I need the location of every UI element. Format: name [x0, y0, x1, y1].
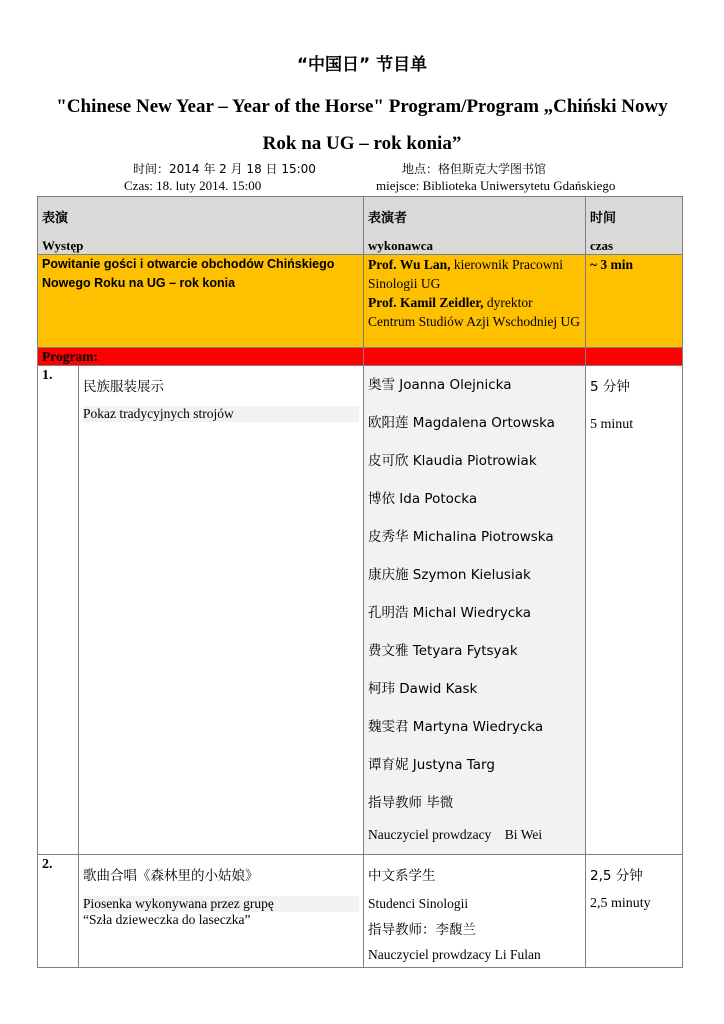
opening-title: Powitanie gości i otwarcie obchodów Chińskiego Nowego Roku na UG – rok konia: [38, 255, 364, 348]
item-title-cell: [79, 855, 364, 968]
event-time-cn: 时间：2014 年 2 月 18 日 15:00: [133, 162, 316, 176]
opening-row: [38, 255, 683, 348]
header-time: [586, 197, 683, 255]
item-time-cell: [586, 855, 683, 968]
header-time-cn: 时间: [590, 211, 617, 226]
teacher-pl: Nauczyciel prowdzacy Li Fulan: [368, 947, 541, 962]
performer: 谭育妮 Justyna Targ: [368, 757, 495, 773]
program-label-spacer: [364, 348, 586, 366]
item-title-pl-line2: “Szła dzieweczka do laseczka”: [83, 912, 251, 927]
item-number-cell: [38, 366, 79, 855]
performer-pl: Studenci Sinologii: [368, 896, 469, 911]
header-performer: [364, 197, 586, 255]
opening-person2-name: Prof. Kamil Zeidler,: [368, 295, 484, 310]
item-time-cell: [586, 366, 683, 855]
performer: 康庆施 Szymon Kielusiak: [368, 567, 531, 583]
opening-time: ~ 3 min: [586, 255, 683, 348]
teacher-cn: 指导教师：李馥兰: [368, 922, 476, 938]
item-title-pl: Pokaz tradycyjnych strojów: [83, 406, 359, 422]
performer: 孔明浩 Michal Wiedrycka: [368, 605, 531, 621]
table-row: [38, 366, 683, 855]
performer: 欧阳莲 Magdalena Ortowska: [368, 415, 555, 431]
item-number: 1.: [42, 368, 53, 383]
table-row: [38, 855, 683, 968]
item-time-pl: 5 minut: [590, 417, 634, 432]
item-time-cn: 5 分钟: [590, 379, 630, 395]
table-header-row: [38, 197, 683, 255]
performer: 博依 Ida Potocka: [368, 491, 478, 507]
item-time-cn: 2,5 分钟: [590, 868, 643, 884]
document-title-chinese: “中国日” 节目单: [296, 55, 428, 75]
performer: 魏雯君 Martyna Wiedrycka: [368, 719, 544, 735]
performer: 皮秀华 Michalina Piotrowska: [368, 529, 554, 545]
item-number: 2.: [42, 857, 53, 872]
event-place-pl: miejsce: Biblioteka Uniwersytetu Gdańskiego: [376, 178, 616, 193]
performer: 费文雅 Tetyara Fytsyak: [368, 643, 518, 659]
header-performance-cn: 表演: [42, 211, 69, 226]
program-label-row: [38, 348, 683, 366]
event-time-pl: Czas: 18. luty 2014. 15:00: [124, 178, 262, 193]
header-performance-pl: Występ: [42, 238, 84, 253]
program-label-spacer: [586, 348, 683, 366]
title-line-1: "Chinese New Year – Year of the Horse" Program/Program „Chiński Nowy: [56, 96, 668, 117]
item-number-cell: [38, 855, 79, 968]
opening-person1-role: kierownik Pracowni Sinologii UG: [368, 257, 564, 291]
header-performance: [38, 197, 364, 255]
teacher-pl: Nauczyciel prowdzacy Bi Wei: [368, 827, 543, 842]
item-time-pl: 2,5 minuty: [590, 896, 651, 911]
title-line-2: Rok na UG – rok konia”: [262, 133, 462, 154]
opening-person1-name: Prof. Wu Lan,: [368, 257, 451, 272]
item-title-cn: 民族服装展示: [83, 379, 164, 395]
performer: 皮可欣 Klaudia Piotrowiak: [368, 453, 537, 469]
teacher-cn: 指导教师 毕微: [368, 795, 454, 811]
item-title-pl-line1: Piosenka wykonywana przez grupę: [83, 896, 359, 912]
performer-cn: 中文系学生: [368, 868, 436, 884]
performer: 奥雪 Joanna Olejnicka: [368, 377, 512, 393]
document-title-english: [30, 88, 694, 162]
performer: 柯玮 Dawid Kask: [368, 681, 478, 697]
header-performer-pl: wykonawca: [368, 238, 434, 253]
program-table: [37, 196, 683, 968]
item-performers-cell: [364, 366, 586, 855]
opening-performers: [364, 255, 586, 348]
header-performer-cn: 表演者: [368, 211, 408, 226]
event-place-cn: 地点：格但斯克大学图书馆: [402, 162, 547, 176]
header-time-pl: czas: [590, 238, 614, 253]
item-title-cell: [79, 366, 364, 855]
program-label: Program:: [38, 348, 364, 366]
item-title-cn: 歌曲合唱《森林里的小姑娘》: [83, 868, 259, 884]
item-performers-cell: [364, 855, 586, 968]
opening-person2-role: dyrektor Centrum Studiów Azji Wschodniej UG: [368, 295, 580, 329]
